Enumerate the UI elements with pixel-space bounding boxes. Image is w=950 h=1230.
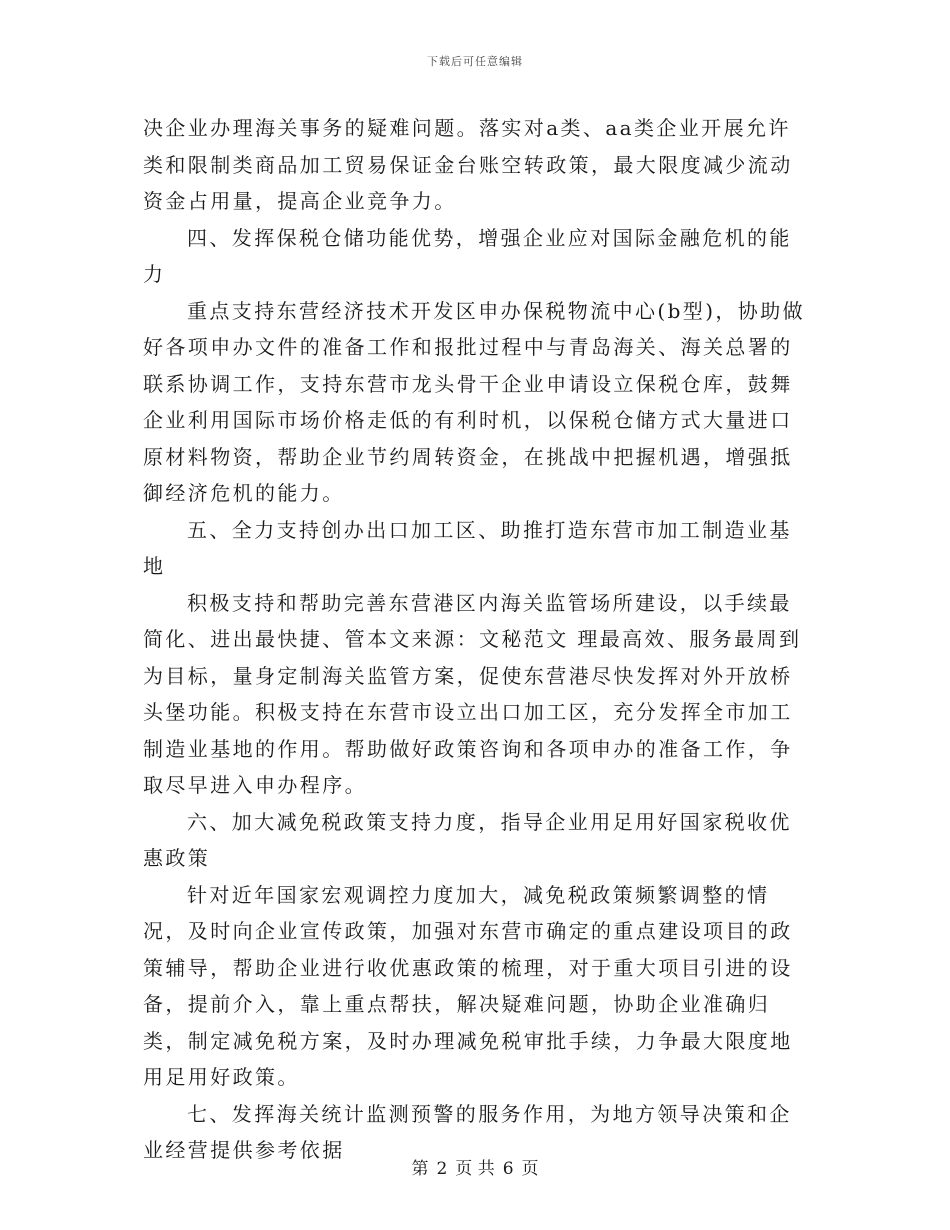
paragraph-section-5: 积极支持和帮助完善东营港区内海关监管场所建设，以手续最简化、进出最快捷、管本文来源：文秘范文 理最高效、服务最周到为目标，量身定制海关监管方案，促使东营港尽快发挥对外开放桥头堡功能。积极支持在东营市设立出口加工区，充分发挥全市加工制造业基地的作用。帮助做好政策咨询和各项申办的准备工作，争取尽早进入申办程序。	[143, 590, 802, 797]
current-page-number: 2	[436, 1159, 448, 1179]
document-body	[143, 110, 811, 1169]
page-footer	[0, 1154, 950, 1179]
section-heading-6: 六、加大减免税政策支持力度，指导企业用足用好国家税收优惠政策	[143, 809, 792, 870]
total-page-count: 6	[502, 1159, 514, 1179]
footer-middle: 页 共	[455, 1159, 495, 1179]
page-header: 下载后可任意编辑	[427, 55, 523, 68]
paragraph-section-6: 针对近年国家宏观调控力度加大，减免税政策频繁调整的情况，及时向企业宣传政策，加强对东营市确定的重点建设项目的政策辅导，帮助企业进行收优惠政策的梳理，对于重大项目引进的设备，提前介入，靠上重点帮扶，解决疑难问题，协助企业准确归类，制定减免税方案，及时办理减免税审批手续，力争最大限度地用足用好政策。	[143, 882, 793, 1089]
section-heading-7: 七、发挥海关统计监测预警的服务作用，为地方领导决策和企业经营提供参考依据	[143, 1101, 792, 1162]
paragraph-continuation: 决企业办理海关事务的疑难问题。落实对a类、aa类企业开展允许类和限制类商品加工贸易保证金台账空转政策，最大限度减少流动资金占用量，提高企业竞争力。	[143, 116, 793, 213]
section-heading-4: 四、发挥保税仓储功能优势，增强企业应对国际金融危机的能力	[143, 225, 792, 286]
footer-suffix: 页	[521, 1159, 539, 1179]
footer-prefix: 第	[411, 1159, 429, 1179]
section-heading-5: 五、全力支持创办出口加工区、助推打造东营市加工制造业基地	[143, 517, 792, 578]
paragraph-section-4: 重点支持东营经济技术开发区申办保税物流中心(b型)，协助做好各项申办文件的准备工作和报批过程中与青岛海关、海关总署的联系协调工作，支持东营市龙头骨干企业申请设立保税仓库，鼓舞企业利用国际市场价格走低的有利时机，以保税仓储方式大量进口原材料物资，帮助企业节约周转资金，在挑战中把握机遇，增强抵御经济危机的能力。	[143, 298, 806, 505]
